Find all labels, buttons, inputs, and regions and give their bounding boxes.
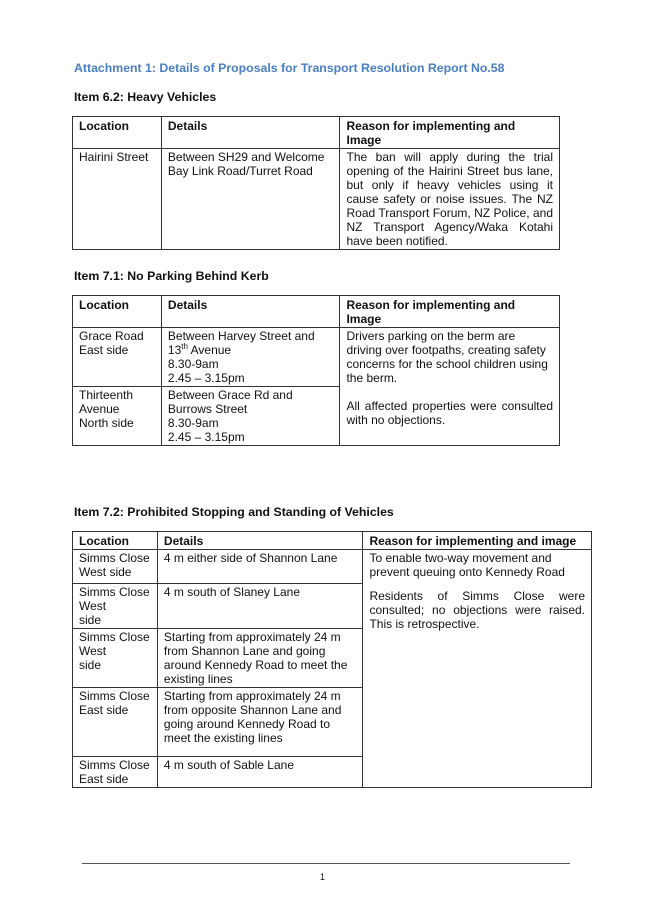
column-header: Details — [161, 117, 340, 149]
reason-paragraph: To enable two-way movement and prevent queuing onto Kennedy Road — [369, 551, 565, 579]
location-line: Thirteenth — [79, 388, 134, 402]
table-row — [73, 550, 592, 584]
section-heading-no-parking: Item 7.1: No Parking Behind Kerb — [74, 269, 269, 283]
column-header: Location — [73, 532, 158, 550]
details-line: 8.30-9am — [167, 357, 219, 371]
location-line: side — [79, 658, 102, 672]
column-header: Details — [157, 532, 363, 550]
details-cell: 4 m either side of Shannon Lane — [157, 550, 363, 584]
location-line: North side — [79, 416, 134, 430]
details-line: 2.45 – 3.15pm — [167, 371, 245, 385]
location-line: Simms Close — [79, 551, 150, 565]
details-cell: Starting from approximately 24 m from Shannon Lane and going around Kennedy Road to meet the existing lines — [157, 629, 363, 688]
page-number: 1 — [319, 872, 325, 882]
location-cell: Hairini Street — [73, 149, 162, 250]
location-cell — [73, 688, 158, 757]
location-line: West — [79, 644, 107, 658]
attachment-title: Attachment 1: Details of Proposals for Transport Resolution Report No.58 — [74, 61, 505, 75]
details-cell: Between SH29 and Welcome Bay Link Road/Turret Road — [161, 149, 340, 250]
details-line: 2.45 – 3.15pm — [167, 430, 245, 444]
location-line: Grace Road — [79, 329, 144, 343]
ordinal-suffix: th — [181, 342, 188, 351]
location-line: Simms Close — [79, 585, 150, 599]
location-line: Simms Close — [79, 630, 150, 644]
reason-cell: The ban will apply during the trial opening of the Hairini Street bus lane, but only if heavy vehicles using it cause safety or noise issues. The NZ Road Transport Forum, NZ Police, and NZ Transport Agency/Waka Kotahi have been notified. — [340, 149, 560, 250]
prohibited-stopping-table — [72, 531, 592, 788]
location-cell — [73, 584, 158, 629]
ordinal-rest: Avenue — [187, 343, 232, 357]
details-cell: 4 m south of Sable Lane — [157, 757, 363, 788]
column-header: Reason for implementing and Image — [340, 296, 560, 328]
column-header: Location — [73, 117, 162, 149]
table-header-row — [73, 296, 560, 328]
location-line: Simms Close — [79, 689, 150, 703]
details-line: 8.30-9am — [167, 416, 219, 430]
details-cell — [161, 387, 340, 446]
reason-cell — [363, 550, 592, 788]
details-line: Burrows Street — [167, 402, 248, 416]
location-cell — [73, 757, 158, 788]
details-line: Between Harvey Street and — [167, 329, 315, 343]
table-row — [73, 328, 560, 387]
location-line: Avenue — [79, 402, 120, 416]
location-cell — [73, 550, 158, 584]
footer-divider — [82, 863, 570, 864]
details-line: Between Grace Rd and — [167, 388, 293, 402]
table-header-row — [73, 117, 560, 149]
column-header: Reason for implementing and Image — [340, 117, 560, 149]
table-header-row — [73, 532, 592, 550]
no-parking-table — [72, 295, 560, 446]
column-header: Reason for implementing and image — [363, 532, 592, 550]
section-heading-heavy-vehicles: Item 6.2: Heavy Vehicles — [74, 90, 217, 104]
location-line: side — [79, 613, 102, 627]
column-header: Location — [73, 296, 162, 328]
ordinal-number: 13 — [167, 343, 182, 357]
location-line: Simms Close — [79, 758, 150, 772]
details-cell — [161, 328, 340, 387]
location-line: East side — [79, 703, 129, 717]
column-header: Details — [161, 296, 340, 328]
location-line: East side — [79, 772, 129, 786]
section-heading-prohibited-stopping: Item 7.2: Prohibited Stopping and Standing of Vehicles — [74, 505, 394, 519]
location-line: West side — [79, 565, 132, 579]
details-cell: Starting from approximately 24 m from opposite Shannon Lane and going around Kennedy Road to meet the existing lines — [157, 688, 363, 757]
reason-paragraph: Drivers parking on the berm are driving over footpaths, creating safety concerns for the school children using the berm. — [346, 329, 548, 385]
details-cell: 4 m south of Slaney Lane — [157, 584, 363, 629]
location-cell — [73, 387, 162, 446]
details-line — [168, 343, 334, 357]
reason-paragraph: All affected properties were consulted with no objections. — [346, 399, 553, 427]
location-line: East side — [79, 343, 129, 357]
location-cell — [73, 328, 162, 387]
location-cell — [73, 629, 158, 688]
heavy-vehicles-table — [72, 116, 560, 250]
reason-cell — [340, 328, 560, 446]
reason-paragraph: Residents of Simms Close were consulted; no objections were raised. This is retrospective. — [369, 589, 585, 631]
location-line: West — [79, 599, 107, 613]
table-row — [73, 149, 560, 250]
